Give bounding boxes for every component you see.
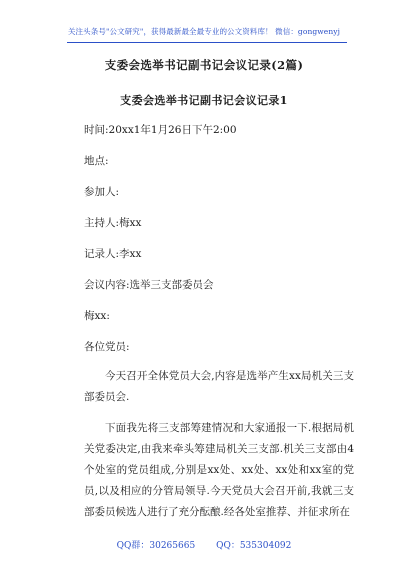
paragraph-report: 下面我先将三支部筹建情况和大家通报一下.根据局机关党委决定,由我来牵头筹建局机关三支部.机关三支部由4个处室的党员组成,分别是xx处、xx处、xx处和xx室的党员,以及相应的分管局领导.今天党员大会召开前,我就三支部委员候选人进行了充分酝酿.经各处室推荐、并征求所在 xyxy=(84,422,354,518)
speaker-name: 梅xx: xyxy=(84,310,110,322)
meeting-recorder: 记录人:李xx xyxy=(84,248,142,260)
footer-contact xyxy=(0,538,408,551)
meeting-content: 会议内容:选举三支部委员会 xyxy=(84,279,214,291)
meeting-place: 地点: xyxy=(84,155,109,167)
meeting-host: 主持人:梅xx xyxy=(84,217,142,229)
header-divider xyxy=(67,42,347,43)
meeting-attendees: 参加人: xyxy=(84,186,120,198)
paragraph-intro: 今天召开全体党员大会,内容是选举产生xx局机关三支部委员会. xyxy=(84,370,354,403)
footer-qq: QQ：535304092 xyxy=(216,541,292,551)
header-banner: 关注头条号"公文研究"，获得最新最全最专业的公文资料库！ 微信：gongwenyj xyxy=(67,27,341,36)
meeting-time: 时间:20xx1年1月26日下午2:00 xyxy=(84,124,237,136)
document-title: 支委会选举书记副书记会议记录(2篇) xyxy=(104,58,304,72)
greeting: 各位党员: xyxy=(84,341,130,353)
footer-qq-group: QQ群：30265665 xyxy=(116,541,196,551)
section-title: 支委会选举书记副书记会议记录1 xyxy=(120,94,288,107)
